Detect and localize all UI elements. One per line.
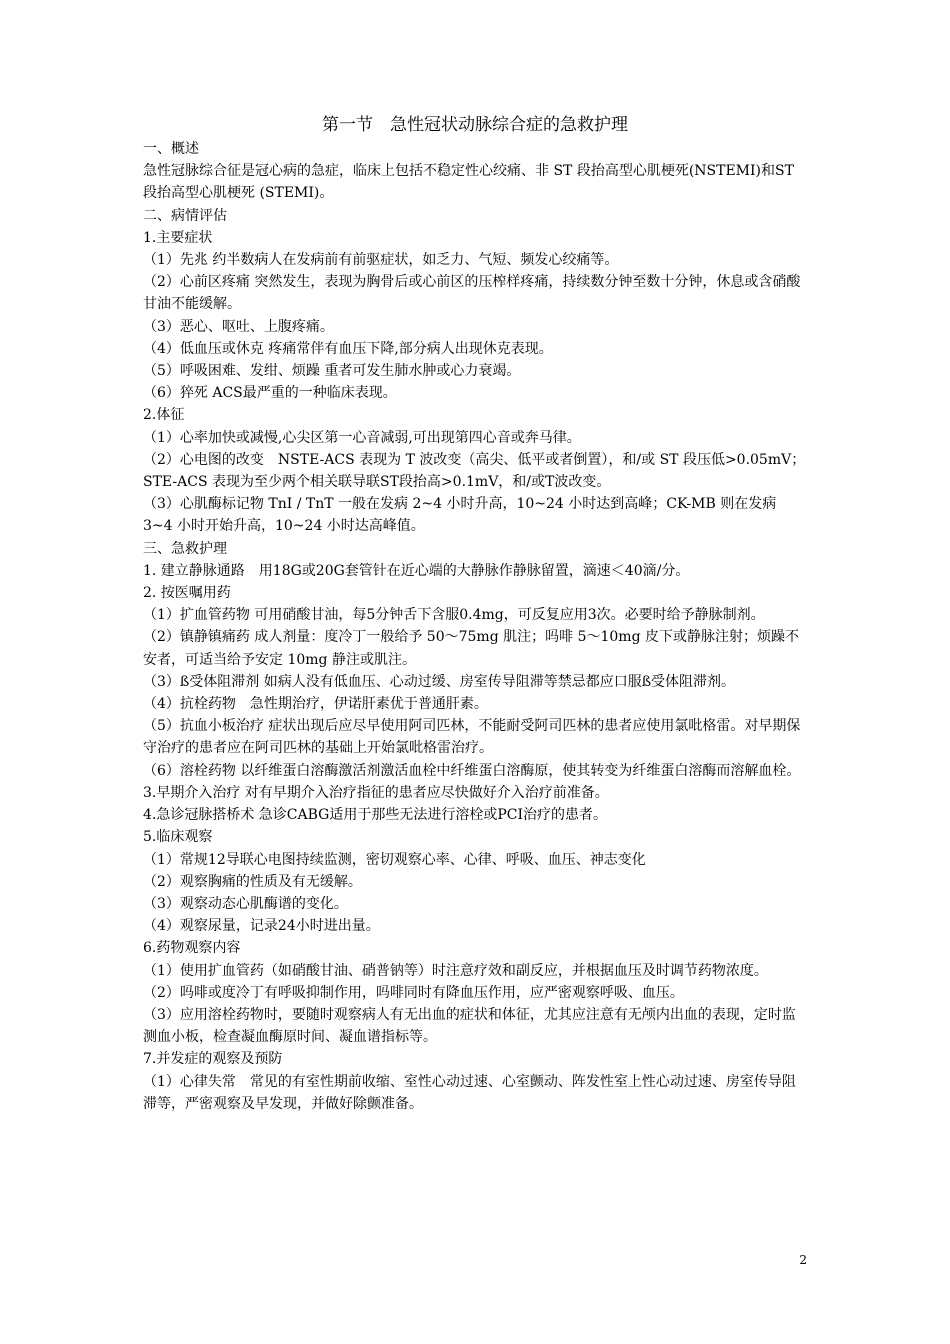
paragraph: （1）心率加快或减慢,心尖区第一心音减弱,可出现第四心音或奔马律。 xyxy=(143,429,581,446)
paragraph: （3）恶心、呕吐、上腹疼痛。 xyxy=(143,318,334,335)
paragraph: （4）低血压或休克 疼痛常伴有血压下降,部分病人出现休克表现。 xyxy=(143,340,553,357)
document-body xyxy=(143,138,807,1115)
section-title: 第一节 急性冠状动脉综合症的急救护理 xyxy=(322,115,628,135)
paragraph: 2. 按医嘱用药 xyxy=(143,585,231,602)
paragraph: （1）扩血管药物 可用硝酸甘油，每5分钟舌下含服0.4mg，可反复应用3次。必要时给予静脉制剂。 xyxy=(143,607,765,624)
paragraph: （2）吗啡或度冷丁有呼吸抑制作用，吗啡同时有降血压作用，应严密观察呼吸、血压。 xyxy=(143,984,684,1001)
paragraph: （3）观察动态心肌酶谱的变化。 xyxy=(143,895,348,912)
paragraph: 6.药物观察内容 xyxy=(143,940,241,957)
paragraph: （4）观察尿量，记录24小时进出量。 xyxy=(143,918,380,935)
paragraph: （2）心前区疼痛 突然发生，表现为胸骨后或心前区的压榨样疼痛，持续数分钟至数十分钟，休息或含硝酸甘油不能缓解。 xyxy=(143,274,801,313)
paragraph: 二、病情评估 xyxy=(143,207,227,224)
paragraph: 2.体征 xyxy=(143,407,185,424)
paragraph: （2）镇静镇痛药 成人剂量：度冷丁一般给予 50～75mg 肌注；吗啡 5～10mg 皮下或静脉注射；烦躁不安者，可适当给予安定 10mg 静注或肌注。 xyxy=(143,629,799,668)
paragraph: （1）心律失常 常见的有室性期前收缩、室性心动过速、心室颤动、阵发性室上性心动过速、房室传导阻滞等，严密观察及早发现，并做好除颤准备。 xyxy=(143,1073,796,1112)
paragraph: （2）心电图的改变 NSTE-ACS 表现为 T 波改变（高尖、低平或者倒置），和/或 ST 段压低>0.05mV；STE-ACS 表现为至少两个相关联导联ST段抬高>0.1mV，和/或T波改变。 xyxy=(143,451,806,491)
paragraph: （6）猝死 ACS最严重的一种临床表现。 xyxy=(143,385,397,402)
paragraph: （3）ß受体阻滞剂 如病人没有低血压、心动过缓、房室传导阻滞等禁忌都应口服ß受体阻滞剂。 xyxy=(143,673,736,690)
paragraph: 一、概述 xyxy=(143,141,199,157)
paragraph: （2）观察胸痛的性质及有无缓解。 xyxy=(143,873,362,890)
paragraph: 1.主要症状 xyxy=(143,229,213,246)
paragraph: （3）应用溶栓药物时，要随时观察病人有无出血的症状和体征，尤其应注意有无颅内出血的表现，定时监测血小板，检查凝血酶原时间、凝血谱指标等。 xyxy=(143,1006,796,1046)
paragraph: （4）抗栓药物 急性期治疗，伊诺肝素优于普通肝素。 xyxy=(143,696,488,713)
paragraph: （5）抗血小板治疗 症状出现后应尽早使用阿司匹林，不能耐受阿司匹林的患者应使用氯吡格雷。对早期保守治疗的患者应在阿司匹林的基础上开始氯吡格雷治疗。 xyxy=(143,718,801,757)
page-number: 2 xyxy=(799,1253,807,1267)
paragraph: （6）溶栓药物 以纤维蛋白溶酶激活剂激活血栓中纤维蛋白溶酶原，使其转变为纤维蛋白溶酶而溶解血栓。 xyxy=(143,762,801,779)
paragraph: 1. 建立静脉通路 用18G或20G套管针在近心端的大静脉作静脉留置，滴速＜40滴/分。 xyxy=(143,562,690,579)
paragraph: 三、急救护理 xyxy=(143,540,227,557)
paragraph: 4.急诊冠脉搭桥术 急诊CABG适用于那些无法进行溶栓或PCI治疗的患者。 xyxy=(143,807,608,824)
paragraph: 7.并发症的观察及预防 xyxy=(143,1051,283,1068)
paragraph: （1）常规12导联心电图持续监测，密切观察心率、心律、呼吸、血压、神志变化 xyxy=(143,851,646,868)
paragraph: （1）使用扩血管药（如硝酸甘油、硝普钠等）时注意疗效和副反应，并根据血压及时调节药物浓度。 xyxy=(143,962,768,979)
paragraph: （5）呼吸困难、发绀、烦躁 重者可发生肺水肿或心力衰竭。 xyxy=(143,363,521,380)
paragraph: 3.早期介入治疗 对有早期介入治疗指征的患者应尽快做好介入治疗前准备。 xyxy=(143,784,609,801)
paragraph: 急性冠脉综合征是冠心病的急症，临床上包括不稳定性心绞痛、非 ST 段抬高型心肌梗死(NSTEMI)和ST段抬高型心肌梗死 (STEMI)。 xyxy=(143,163,794,202)
paragraph: （1）先兆 约半数病人在发病前有前驱症状，如乏力、气短、频发心绞痛等。 xyxy=(143,252,619,269)
paragraph: 5.临床观察 xyxy=(143,829,213,846)
paragraph: （3）心肌酶标记物 TnI / TnT 一般在发病 2~4 小时升高，10~24 小时达到高峰；CK-MB 则在发病 3~4 小时开始升高，10~24 小时达高峰值。 xyxy=(143,496,777,535)
